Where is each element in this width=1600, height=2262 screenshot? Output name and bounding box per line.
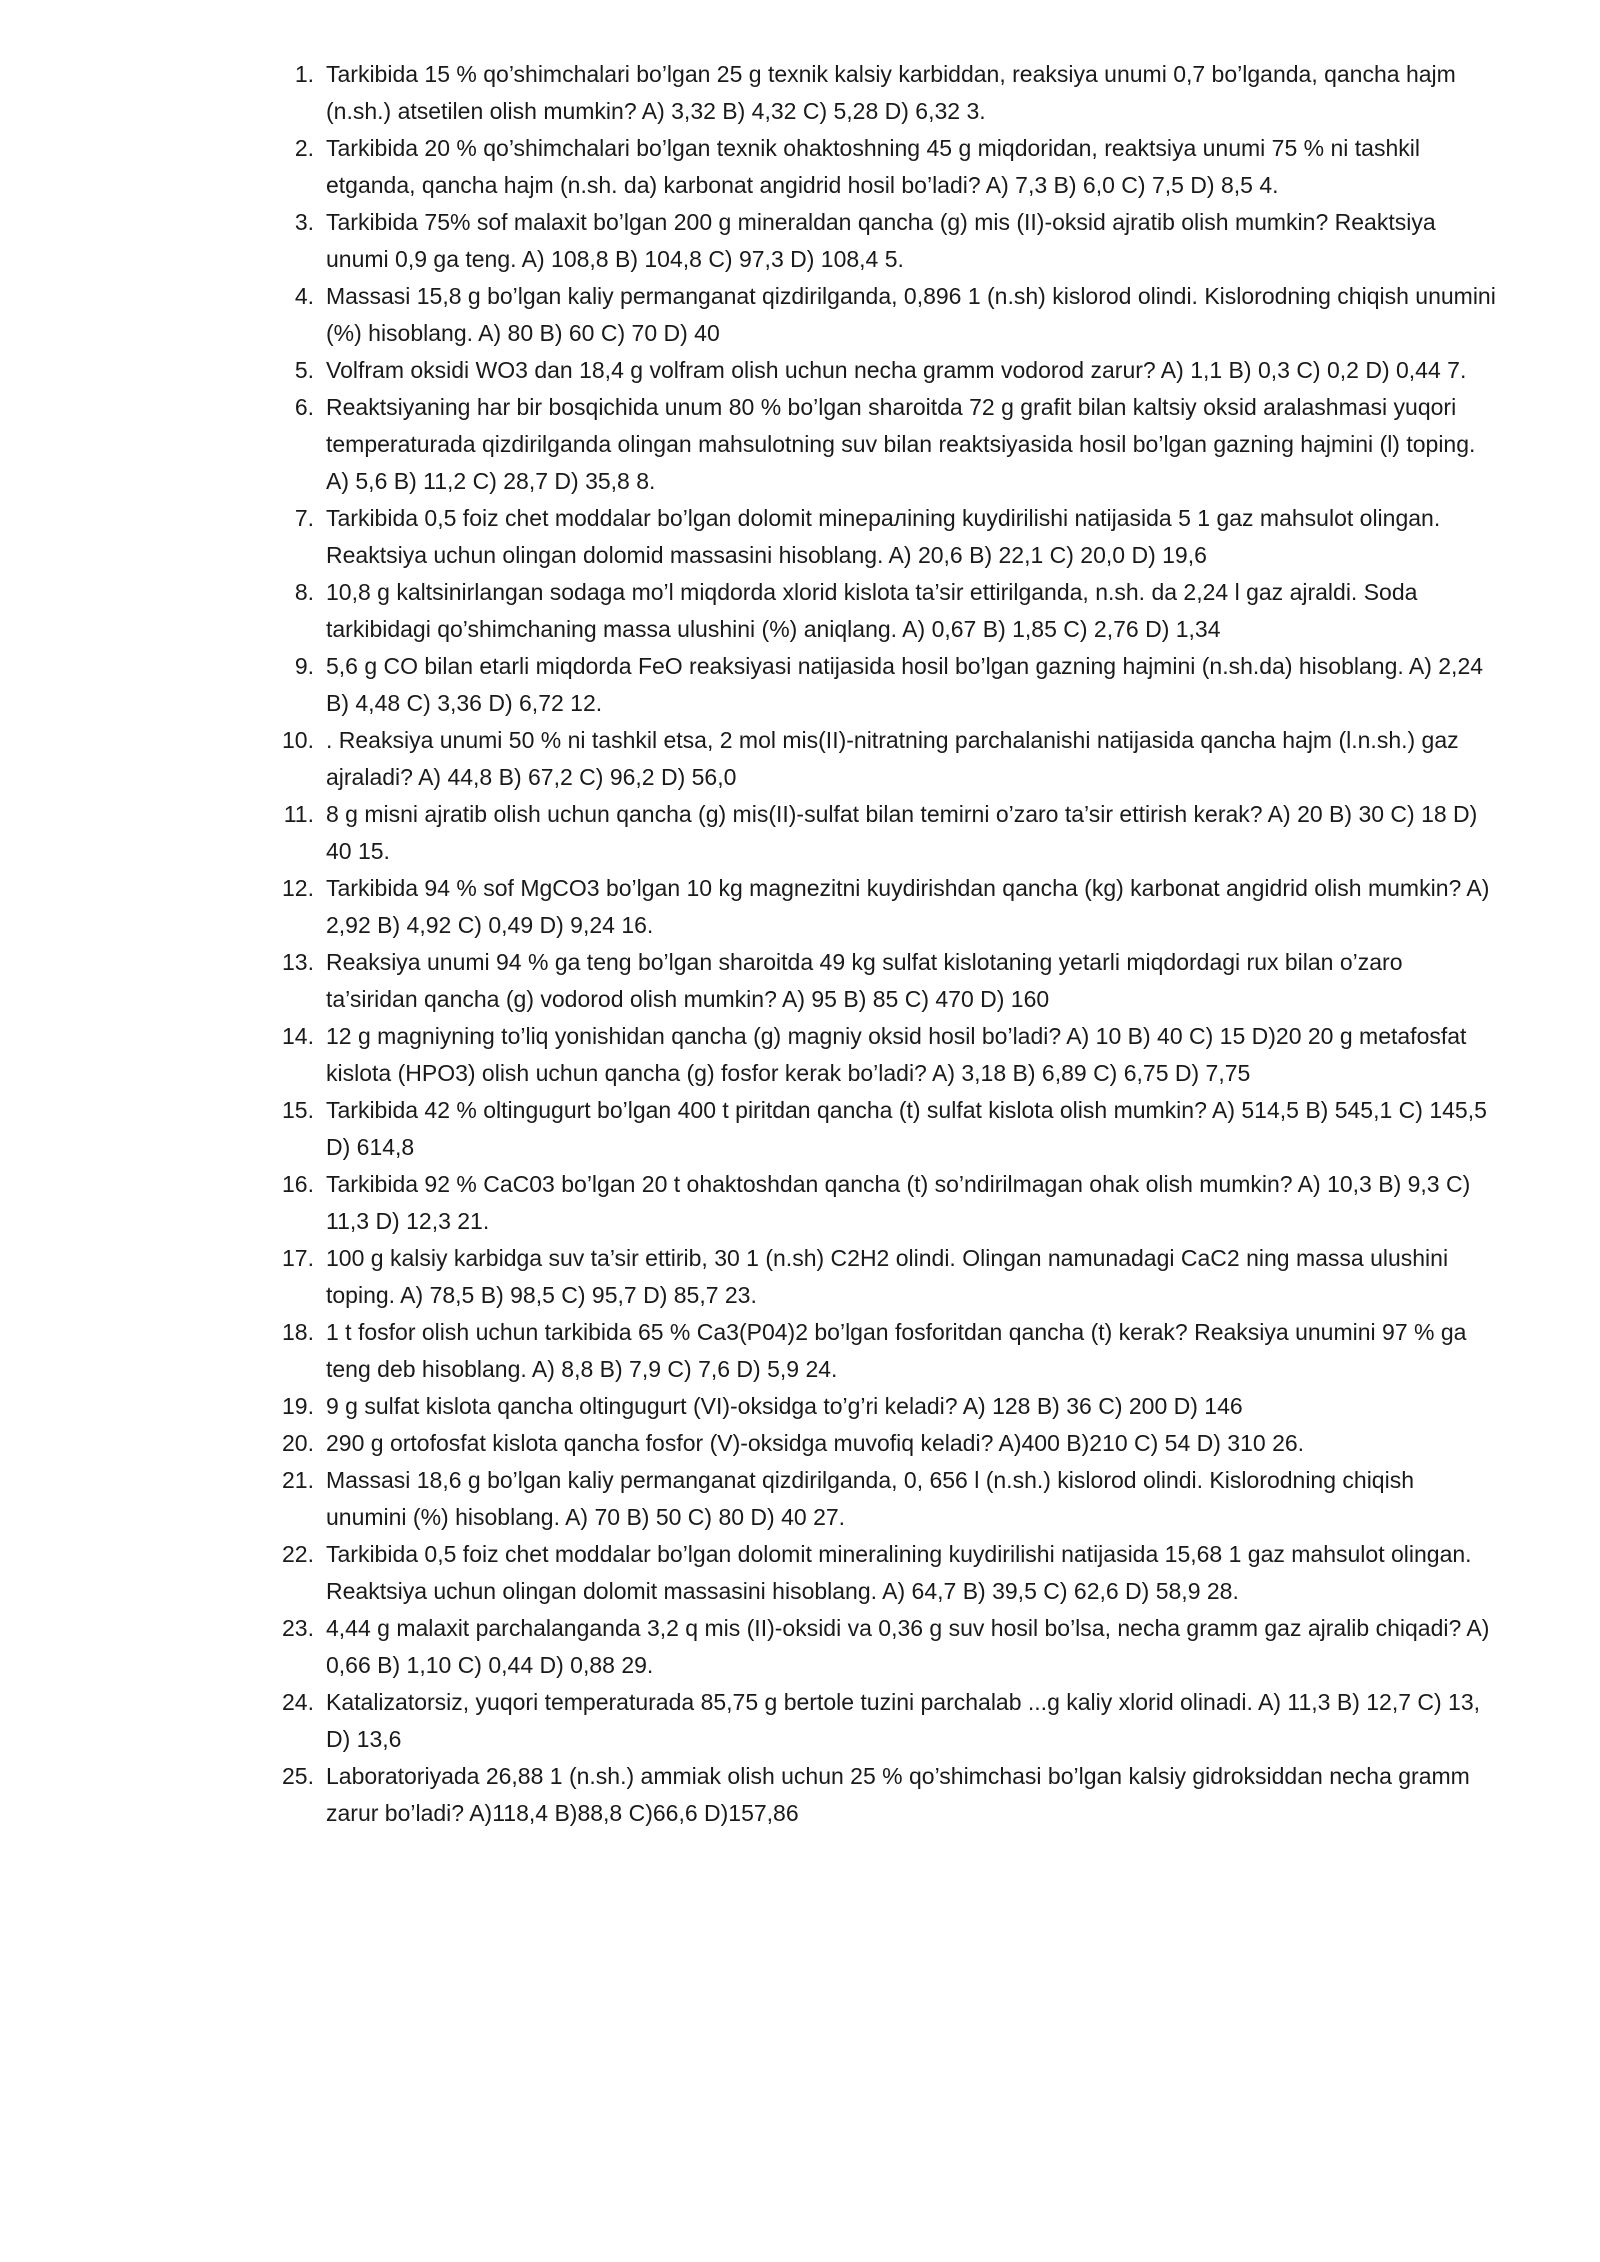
problem-text: Reaksiya unumi 94 % ga teng bo’lgan sharoitda 49 kg sulfat kislotaning yetarli miqdordagi rux bilan o’zaro ta’siridan qancha (g) vodorod olish mumkin? A) 95 B) 85 C) 470 D) 160 (326, 949, 1403, 1012)
problem-item (276, 944, 1496, 1018)
problem-text: 1 t fosfor olish uchun tarkibida 65 % Ca3(P04)2 bo’lgan fosforitdan qancha (t) kerak? Reaksiya unumini 97 % ga teng deb hisoblang. A) 8,8 B) 7,9 C) 7,6 D) 5,9 24. (326, 1319, 1467, 1382)
problem-number: 4. (294, 283, 314, 309)
problem-text: 4,44 g malaxit parchalanganda 3,2 q mis (II)-oksidi va 0,36 g suv hosil bo’lsa, necha gramm gaz ajralib chiqadi? A) 0,66 B) 1,10 C) 0,44 D) 0,88 29. (326, 1615, 1490, 1678)
problem-item (276, 389, 1496, 500)
problem-item (276, 1536, 1496, 1610)
problem-number: 14. (282, 1023, 314, 1049)
problem-number: 21. (282, 1467, 314, 1493)
problem-text: Massasi 15,8 g bo’lgan kaliy permanganat qizdirilganda, 0,896 1 (n.sh) kislorod olindi. Kislorodning chiqish unumini (%) hisoblang. A) 80 B) 60 C) 70 D) 40 (326, 283, 1496, 346)
problem-text: 5,6 g CO bilan etarli miqdorda FeO reaksiyasi natijasida hosil bo’lgan gazning hajmini (n.sh.da) hisoblang. A) 2,24 B) 4,48 C) 3,36 D) 6,72 12. (326, 653, 1484, 716)
problem-number: 15. (282, 1097, 314, 1123)
problem-text: Tarkibida 42 % oltingugurt bo’lgan 400 t piritdan qancha (t) sulfat kislota olish mumkin? A) 514,5 B) 545,1 C) 145,5 D) 614,8 (326, 1097, 1487, 1160)
problem-text: 100 g kalsiy karbidga suv ta’sir ettirib, 30 1 (n.sh) C2H2 olindi. Olingan namunadagi CaC2 ning massa ulushini toping. A) 78,5 B) 98,5 C) 95,7 D) 85,7 23. (326, 1245, 1449, 1308)
problem-number: 8. (294, 579, 314, 605)
problem-item (276, 56, 1496, 130)
problem-number: 6. (294, 394, 314, 420)
problem-item (276, 1018, 1496, 1092)
problem-text: . Reaksiya unumi 50 % ni tashkil etsa, 2 mol mis(II)-nitratning parchalanishi natijasida qancha hajm (l.n.sh.) gaz ajraladi? A) 44,8 B) 67,2 C) 96,2 D) 56,0 (326, 727, 1459, 790)
problem-number: 20. (282, 1430, 314, 1456)
problem-number: 13. (282, 949, 314, 975)
problem-text: Tarkibida 94 % sof MgCO3 bo’lgan 10 kg magnezitni kuydirishdan qancha (kg) karbonat angidrid olish mumkin? A) 2,92 B) 4,92 C) 0,49 D) 9,24 16. (326, 875, 1490, 938)
problem-text: Tarkibida 0,5 foiz chet moddalar bo’lgan dolomit mineralining kuydirilishi natijasida 15,68 1 gaz mahsulot olingan. Reaktsiya uchun olingan dolomit massasini hisoblang. A) 64,7 B) 39,5 C) 62,6 D) 58,9 28. (326, 1541, 1472, 1604)
problem-item (276, 1425, 1496, 1462)
problem-number: 24. (282, 1689, 314, 1715)
problem-item (276, 648, 1496, 722)
problem-text: Laboratoriyada 26,88 1 (n.sh.) ammiak olish uchun 25 % qo’shimchasi bo’lgan kalsiy gidroksiddan necha gramm zarur bo’ladi? A)118,4 B)88,8 C)66,6 D)157,86 (326, 1763, 1470, 1826)
problem-item (276, 500, 1496, 574)
problem-item (276, 722, 1496, 796)
problem-number: 5. (294, 357, 314, 383)
problem-text: 8 g misni ajratib olish uchun qancha (g) mis(II)-sulfat bilan temirni o’zaro ta’sir ettirish kerak? A) 20 B) 30 C) 18 D) 40 15. (326, 801, 1478, 864)
problem-text: 9 g sulfat kislota qancha oltingugurt (VI)-oksidga to’g’ri keladi? A) 128 B) 36 C) 200 D) 146 (326, 1393, 1243, 1419)
problem-item (276, 1092, 1496, 1166)
problem-number: 22. (282, 1541, 314, 1567)
problem-number: 19. (282, 1393, 314, 1419)
problem-item (276, 870, 1496, 944)
problem-item (276, 1388, 1496, 1425)
problem-number: 3. (294, 209, 314, 235)
problem-text: Tarkibida 20 % qo’shimchalari bo’lgan texnik ohaktoshning 45 g miqdoridan, reaktsiya unumi 75 % ni tashkil etganda, qancha hajm (n.sh. da) karbonat angidrid hosil bo’ladi? A) 7,3 B) 6,0 C) 7,5 D) 8,5 4. (326, 135, 1420, 198)
problem-number: 25. (282, 1763, 314, 1789)
problem-item (276, 1314, 1496, 1388)
problem-text: Tarkibida 92 % CaC03 bo’lgan 20 t ohaktoshdan qancha (t) so’ndirilmagan ohak olish mumkin? A) 10,3 B) 9,3 C) 11,3 D) 12,3 21. (326, 1171, 1471, 1234)
problem-item (276, 1462, 1496, 1536)
problem-text: Tarkibida 15 % qo’shimchalari bo’lgan 25 g texnik kalsiy karbiddan, reaksiya unumi 0,7 bo’lganda, qancha hajm (n.sh.) atsetilen olish mumkin? A) 3,32 B) 4,32 C) 5,28 D) 6,32 3. (326, 61, 1456, 124)
problem-number: 17. (282, 1245, 314, 1271)
problem-item (276, 352, 1496, 389)
problem-number: 1. (294, 61, 314, 87)
problem-text: 10,8 g kaltsinirlangan sodaga mo’l miqdorda xlorid kislota ta’sir ettirilganda, n.sh. da 2,24 l gaz ajraldi. Soda tarkibidagi qo’shimchaning massa ulushini (%) aniqlang. A) 0,67 B) 1,85 C) 2,76 D) 1,34 (326, 579, 1418, 642)
problem-text: Katalizatorsiz, yuqori temperaturada 85,75 g bertole tuzini parchalab ...g kaliy xlorid olinadi. A) 11,3 B) 12,7 C) 13, D) 13,6 (326, 1689, 1481, 1752)
problem-text: Tarkibida 75% sof malaxit bo’lgan 200 g mineraldan qancha (g) mis (II)-oksid ajratib olish mumkin? Reaktsiya unumi 0,9 ga teng. A) 108,8 B) 104,8 C) 97,3 D) 108,4 5. (326, 209, 1436, 272)
problem-number: 18. (282, 1319, 314, 1345)
problem-number: 2. (294, 135, 314, 161)
problem-text: Volfram oksidi WO3 dan 18,4 g volfram olish uchun necha gramm vodorod zarur? A) 1,1 B) 0,3 C) 0,2 D) 0,44 7. (326, 357, 1467, 383)
problem-item (276, 1240, 1496, 1314)
problem-text: Massasi 18,6 g bo’lgan kaliy permanganat qizdirilganda, 0, 656 l (n.sh.) kislorod olindi. Kislorodning chiqish unumini (%) hisoblang. A) 70 B) 50 C) 80 D) 40 27. (326, 1467, 1414, 1530)
problem-number: 11. (283, 801, 314, 827)
problem-text: Reaktsiyaning har bir bosqichida unum 80 % bo’lgan sharoitda 72 g grafit bilan kaltsiy oksid aralashmasi yuqori temperaturada qizdirilganda olingan mahsulotning suv bilan reaktsiyasida hosil bo’lgan gazning hajmini (l) toping. A) 5,6 B) 11,2 C) 28,7 D) 35,8 8. (326, 394, 1476, 494)
problem-text: 290 g ortofosfat kislota qancha fosfor (V)-oksidga muvofiq keladi? A)400 B)210 C) 54 D) 310 26. (326, 1430, 1305, 1456)
problem-number: 7. (294, 505, 314, 531)
problem-item (276, 574, 1496, 648)
problem-item (276, 1166, 1496, 1240)
problem-number: 23. (282, 1615, 314, 1641)
problem-item (276, 130, 1496, 204)
problem-number: 16. (282, 1171, 314, 1197)
problem-number: 12. (282, 875, 314, 901)
problem-item (276, 1610, 1496, 1684)
problem-text: Tarkibida 0,5 foiz chet moddalar bo’lgan dolomit minералining kuydirilishi natijasida 5 1 gaz mahsulot olingan. Reaktsiya uchun olingan dolomid massasini hisoblang. A) 20,6 B) 22,1 C) 20,0 D) 19,6 (326, 505, 1441, 568)
problem-item (276, 1758, 1496, 1832)
problem-number: 9. (294, 653, 314, 679)
problem-item (276, 278, 1496, 352)
problem-number: 10. (282, 727, 314, 753)
problem-item (276, 796, 1496, 870)
problem-item (276, 1684, 1496, 1758)
problem-item (276, 204, 1496, 278)
problem-text: 12 g magniyning to’liq yonishidan qancha (g) magniy oksid hosil bo’ladi? A) 10 B) 40 C) 15 D)20 20 g metafosfat kislota (HPO3) olish uchun qancha (g) fosfor kerak bo’ladi? A) 3,18 B) 6,89 C) 6,75 D) 7,75 (326, 1023, 1467, 1086)
problem-list (276, 56, 1496, 1832)
